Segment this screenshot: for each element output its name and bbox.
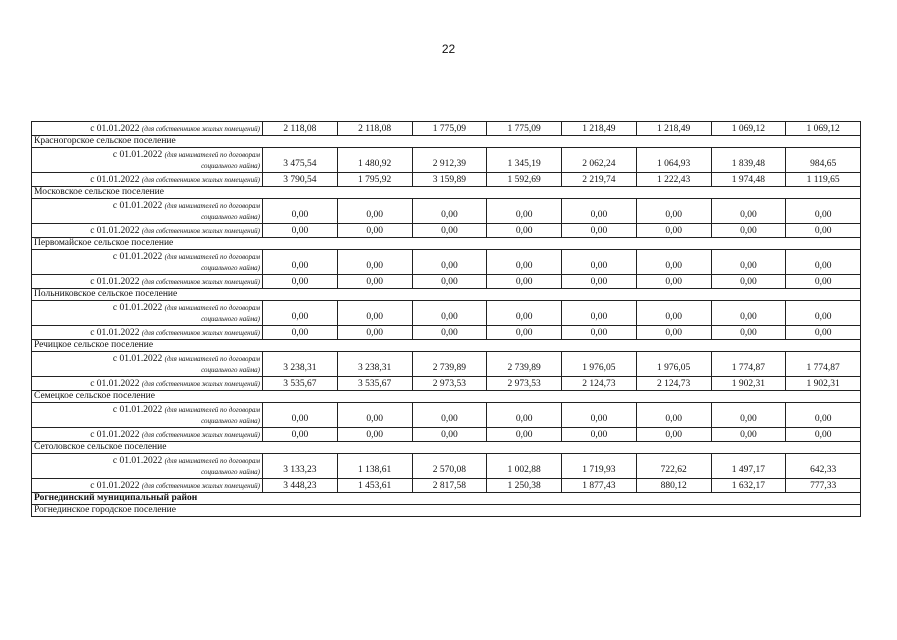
- value-cell: 0,00: [263, 275, 338, 289]
- row-label: [32, 250, 263, 275]
- row-date: с 01.01.2022: [112, 150, 163, 160]
- value-cell: 0,00: [711, 403, 786, 428]
- value-cell: 2 973,53: [487, 377, 562, 391]
- value-cell: 0,00: [636, 403, 711, 428]
- value-cell: 0,00: [562, 275, 637, 289]
- value-cell: 0,00: [562, 301, 637, 326]
- value-cell: 0,00: [487, 301, 562, 326]
- value-cell: 777,33: [786, 479, 861, 493]
- value-cell: 1 218,49: [636, 122, 711, 136]
- value-cell: 0,00: [711, 428, 786, 442]
- tenant-row: [32, 403, 861, 428]
- value-cell: 0,00: [786, 403, 861, 428]
- row-date: с 01.01.2022: [112, 252, 163, 262]
- row-label: [32, 275, 263, 289]
- row-label: [32, 148, 263, 173]
- value-cell: 0,00: [487, 326, 562, 340]
- value-cell: 1 902,31: [786, 377, 861, 391]
- value-cell: 1 775,09: [412, 122, 487, 136]
- owner-row: [32, 479, 861, 493]
- owner-row: [32, 122, 861, 136]
- row-label-line: [34, 252, 260, 263]
- owner-row: [32, 377, 861, 391]
- settlement-heading: Речицкое сельское поселение: [32, 340, 861, 352]
- value-cell: 0,00: [487, 250, 562, 275]
- value-cell: 0,00: [636, 326, 711, 340]
- row-note-continued: социального найма): [201, 264, 260, 272]
- tenant-row: [32, 199, 861, 224]
- row-note: (для собственников жилых помещений): [141, 278, 260, 286]
- value-cell: 1 497,17: [711, 454, 786, 479]
- value-cell: 0,00: [786, 326, 861, 340]
- row-note: (для нанимателей по договорам: [164, 253, 260, 261]
- value-cell: 3 790,54: [263, 173, 338, 187]
- settlement-heading: Семецкое сельское поселение: [32, 391, 861, 403]
- value-cell: 1 453,61: [337, 479, 412, 493]
- value-cell: 1 069,12: [711, 122, 786, 136]
- value-cell: 0,00: [337, 224, 412, 238]
- value-cell: 0,00: [412, 250, 487, 275]
- row-note-continued: социального найма): [201, 315, 260, 323]
- value-cell: 0,00: [636, 301, 711, 326]
- value-cell: 3 535,67: [263, 377, 338, 391]
- value-cell: 1 839,48: [711, 148, 786, 173]
- value-cell: 2 062,24: [562, 148, 637, 173]
- value-cell: 0,00: [562, 199, 637, 224]
- row-note: (для собственников жилых помещений): [141, 431, 260, 439]
- value-cell: 0,00: [562, 224, 637, 238]
- row-note: (для собственников жилых помещений): [141, 125, 260, 133]
- row-date: с 01.01.2022: [90, 481, 140, 491]
- settlement-heading: Московское сельское поселение: [32, 187, 861, 199]
- settlement-heading: Сетоловское сельское поселение: [32, 442, 861, 454]
- value-cell: 0,00: [337, 326, 412, 340]
- row-date: с 01.01.2022: [90, 124, 140, 134]
- row-note-continued: социального найма): [201, 213, 260, 221]
- value-cell: 0,00: [263, 224, 338, 238]
- row-date: с 01.01.2022: [90, 379, 140, 389]
- value-cell: 0,00: [711, 250, 786, 275]
- row-label: [32, 326, 263, 340]
- value-cell: 2 124,73: [562, 377, 637, 391]
- row-label: [32, 377, 263, 391]
- row-date: с 01.01.2022: [90, 226, 140, 236]
- value-cell: 2 118,08: [337, 122, 412, 136]
- tenant-row: [32, 250, 861, 275]
- value-cell: 0,00: [487, 403, 562, 428]
- row-note: (для нанимателей по договорам: [164, 355, 260, 363]
- settlement-heading: Первомайское сельское поселение: [32, 238, 861, 250]
- value-cell: 0,00: [337, 275, 412, 289]
- value-cell: 0,00: [786, 224, 861, 238]
- row-label: [32, 301, 263, 326]
- row-note-continued: социального найма): [201, 468, 260, 476]
- value-cell: 1 632,17: [711, 479, 786, 493]
- value-cell: 3 535,67: [337, 377, 412, 391]
- value-cell: 0,00: [711, 224, 786, 238]
- value-cell: 984,65: [786, 148, 861, 173]
- value-cell: 0,00: [412, 224, 487, 238]
- owner-row: [32, 275, 861, 289]
- value-cell: 1 976,05: [636, 352, 711, 377]
- row-date: с 01.01.2022: [112, 201, 163, 211]
- value-cell: 1 592,69: [487, 173, 562, 187]
- row-note: (для нанимателей по договорам: [164, 457, 260, 465]
- value-cell: 0,00: [786, 250, 861, 275]
- value-cell: 0,00: [337, 199, 412, 224]
- value-cell: 0,00: [711, 199, 786, 224]
- row-note-continued: социального найма): [201, 162, 260, 170]
- value-cell: 1 250,38: [487, 479, 562, 493]
- row-label: [32, 428, 263, 442]
- row-note: (для нанимателей по договорам: [164, 202, 260, 210]
- value-cell: 1 069,12: [786, 122, 861, 136]
- value-cell: 1 218,49: [562, 122, 637, 136]
- value-cell: 2 219,74: [562, 173, 637, 187]
- tariff-table: [31, 121, 861, 517]
- tenant-row: [32, 301, 861, 326]
- row-note: (для собственников жилых помещений): [141, 329, 260, 337]
- tenant-row: [32, 352, 861, 377]
- row-label: [32, 199, 263, 224]
- value-cell: 1 775,09: [487, 122, 562, 136]
- value-cell: 0,00: [711, 275, 786, 289]
- value-cell: 0,00: [263, 250, 338, 275]
- value-cell: 0,00: [263, 326, 338, 340]
- value-cell: 1 480,92: [337, 148, 412, 173]
- value-cell: 3 238,31: [263, 352, 338, 377]
- value-cell: 3 159,89: [412, 173, 487, 187]
- value-cell: 1 222,43: [636, 173, 711, 187]
- value-cell: 0,00: [786, 301, 861, 326]
- section-row: [32, 238, 861, 250]
- value-cell: 0,00: [487, 275, 562, 289]
- value-cell: 2 118,08: [263, 122, 338, 136]
- row-date: с 01.01.2022: [90, 328, 140, 338]
- owner-row: [32, 428, 861, 442]
- section-row: [32, 391, 861, 403]
- value-cell: 0,00: [562, 326, 637, 340]
- value-cell: 880,12: [636, 479, 711, 493]
- value-cell: 0,00: [786, 428, 861, 442]
- value-cell: 3 133,23: [263, 454, 338, 479]
- value-cell: 1 974,48: [711, 173, 786, 187]
- value-cell: 1 774,87: [711, 352, 786, 377]
- row-date: с 01.01.2022: [112, 456, 163, 466]
- value-cell: 0,00: [263, 428, 338, 442]
- value-cell: 0,00: [636, 250, 711, 275]
- value-cell: 2 912,39: [412, 148, 487, 173]
- value-cell: 1 719,93: [562, 454, 637, 479]
- owner-row: [32, 224, 861, 238]
- table-body: [32, 122, 861, 517]
- value-cell: 0,00: [636, 275, 711, 289]
- row-label: [32, 173, 263, 187]
- section-row: [32, 136, 861, 148]
- row-date: с 01.01.2022: [112, 303, 163, 313]
- row-note: (для нанимателей по договорам: [164, 304, 260, 312]
- section-row: [32, 493, 861, 505]
- row-label: [32, 403, 263, 428]
- row-note-continued: социального найма): [201, 366, 260, 374]
- row-label-line: [34, 354, 260, 365]
- value-cell: 0,00: [412, 403, 487, 428]
- row-note: (для собственников жилых помещений): [141, 227, 260, 235]
- value-cell: 2 817,58: [412, 479, 487, 493]
- value-cell: 722,62: [636, 454, 711, 479]
- section-row: [32, 187, 861, 199]
- value-cell: 0,00: [337, 428, 412, 442]
- value-cell: 2 739,89: [487, 352, 562, 377]
- value-cell: 1 774,87: [786, 352, 861, 377]
- row-label-line: [34, 303, 260, 314]
- row-note: (для собственников жилых помещений): [141, 380, 260, 388]
- row-label-line: [34, 405, 260, 416]
- value-cell: 2 973,53: [412, 377, 487, 391]
- value-cell: 0,00: [263, 403, 338, 428]
- tenant-row: [32, 454, 861, 479]
- section-row: [32, 442, 861, 454]
- value-cell: 0,00: [337, 250, 412, 275]
- row-date: с 01.01.2022: [112, 354, 163, 364]
- value-cell: 1 138,61: [337, 454, 412, 479]
- section-row: [32, 340, 861, 352]
- row-label: [32, 352, 263, 377]
- row-label-line: [34, 456, 260, 467]
- value-cell: 0,00: [412, 199, 487, 224]
- row-date: с 01.01.2022: [90, 430, 140, 440]
- value-cell: 1 345,19: [487, 148, 562, 173]
- value-cell: 0,00: [786, 199, 861, 224]
- settlement-heading: Польниковское сельское поселение: [32, 289, 861, 301]
- owner-row: [32, 173, 861, 187]
- owner-row: [32, 326, 861, 340]
- value-cell: 0,00: [711, 326, 786, 340]
- settlement-heading: Рогнединское городское поселение: [32, 505, 861, 517]
- value-cell: 0,00: [487, 199, 562, 224]
- row-date: с 01.01.2022: [90, 175, 140, 185]
- value-cell: 0,00: [636, 428, 711, 442]
- value-cell: 642,33: [786, 454, 861, 479]
- row-date: с 01.01.2022: [112, 405, 163, 415]
- settlement-heading: Красногорское сельское поселение: [32, 136, 861, 148]
- value-cell: 0,00: [337, 403, 412, 428]
- value-cell: 0,00: [337, 301, 412, 326]
- district-heading: Рогнединский муниципальный район: [32, 493, 861, 505]
- value-cell: 0,00: [487, 224, 562, 238]
- value-cell: 0,00: [636, 224, 711, 238]
- value-cell: 0,00: [786, 275, 861, 289]
- value-cell: 0,00: [263, 199, 338, 224]
- value-cell: 0,00: [487, 428, 562, 442]
- row-note: (для собственников жилых помещений): [141, 482, 260, 490]
- value-cell: 0,00: [636, 199, 711, 224]
- row-label-line: [34, 201, 260, 212]
- section-row: [32, 289, 861, 301]
- value-cell: 3 238,31: [337, 352, 412, 377]
- value-cell: 0,00: [263, 301, 338, 326]
- row-note: (для собственников жилых помещений): [141, 176, 260, 184]
- value-cell: 0,00: [711, 301, 786, 326]
- value-cell: 3 475,54: [263, 148, 338, 173]
- tenant-row: [32, 148, 861, 173]
- value-cell: 2 570,08: [412, 454, 487, 479]
- value-cell: 1 064,93: [636, 148, 711, 173]
- section-row: [32, 505, 861, 517]
- value-cell: 0,00: [412, 428, 487, 442]
- value-cell: 1 002,88: [487, 454, 562, 479]
- value-cell: 1 795,92: [337, 173, 412, 187]
- value-cell: 1 877,43: [562, 479, 637, 493]
- value-cell: 2 124,73: [636, 377, 711, 391]
- value-cell: 0,00: [412, 275, 487, 289]
- value-cell: 1 902,31: [711, 377, 786, 391]
- row-label-line: [34, 150, 260, 161]
- value-cell: 0,00: [412, 301, 487, 326]
- value-cell: 3 448,23: [263, 479, 338, 493]
- value-cell: 0,00: [562, 403, 637, 428]
- row-label: [32, 224, 263, 238]
- value-cell: 2 739,89: [412, 352, 487, 377]
- row-note-continued: социального найма): [201, 417, 260, 425]
- value-cell: 0,00: [412, 326, 487, 340]
- page-number: 22: [441, 42, 456, 56]
- row-date: с 01.01.2022: [90, 277, 140, 287]
- value-cell: 0,00: [562, 250, 637, 275]
- row-label: [32, 454, 263, 479]
- row-note: (для нанимателей по договорам: [164, 406, 260, 414]
- value-cell: 1 976,05: [562, 352, 637, 377]
- row-label: [32, 122, 263, 136]
- row-note: (для нанимателей по договорам: [164, 151, 260, 159]
- row-label: [32, 479, 263, 493]
- value-cell: 0,00: [562, 428, 637, 442]
- value-cell: 1 119,65: [786, 173, 861, 187]
